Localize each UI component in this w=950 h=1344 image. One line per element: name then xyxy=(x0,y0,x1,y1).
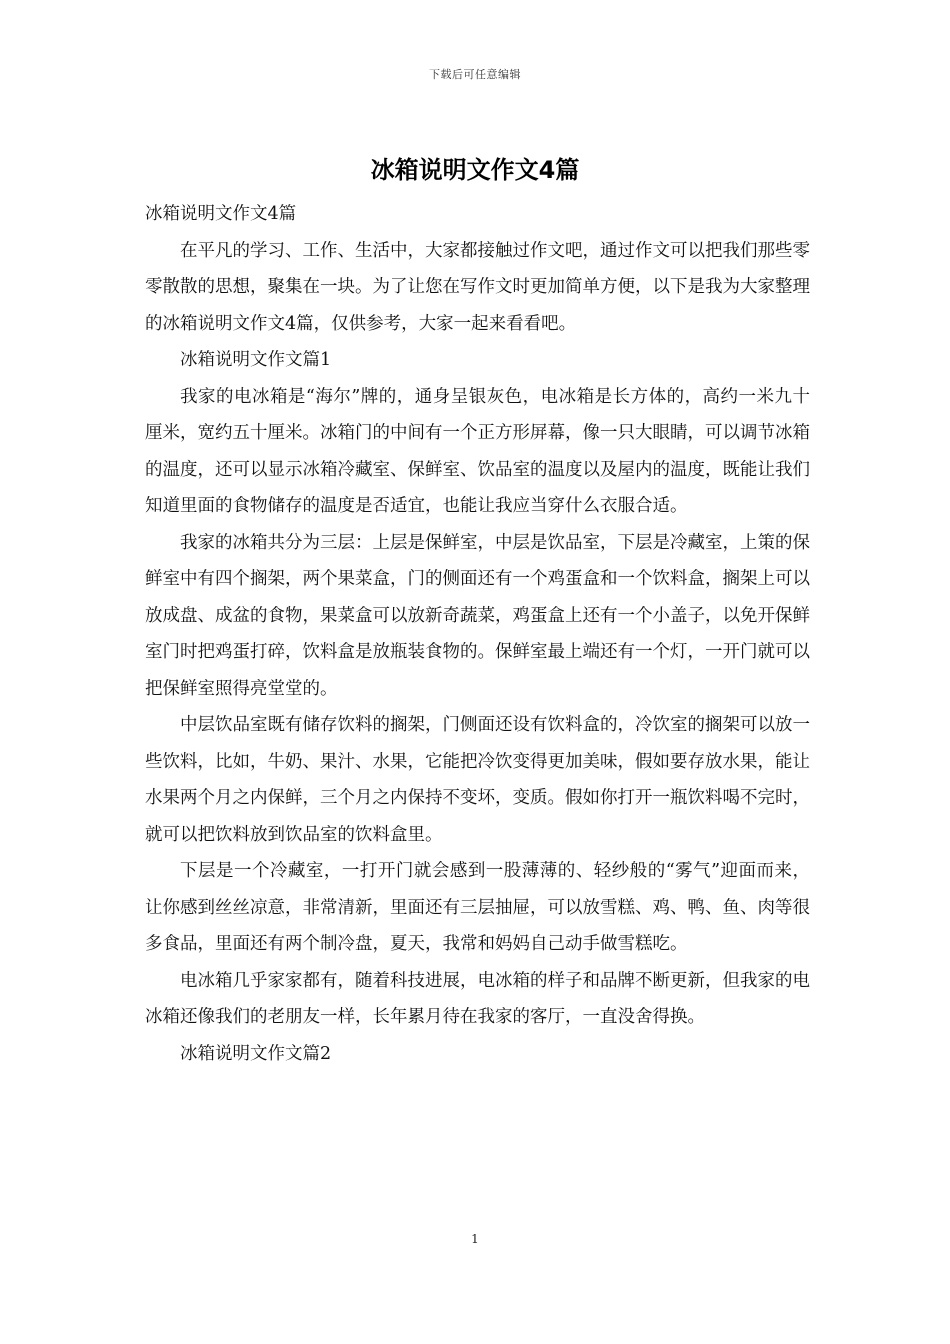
body-paragraph: 我家的电冰箱是“海尔”牌的，通身呈银灰色，电冰箱是长方体的，高约一米九十厘米，宽约五十厘米。冰箱门的中间有一个正方形屏幕，像一只大眼睛，可以调节冰箱的温度，还可以显示冰箱冷藏室、保鲜室、饮品室的温度以及屋内的温度，既能让我们知道里面的食物储存的温度是否适宜，也能让我应当穿什么衣服合适。 xyxy=(145,386,810,516)
section-heading-2: 冰箱说明文作文篇2 xyxy=(180,1043,332,1064)
page-header: 下载后可任意编辑 xyxy=(429,68,521,81)
section-heading-1: 冰箱说明文作文篇1 xyxy=(180,350,332,370)
body-paragraph: 电冰箱几乎家家都有，随着科技进展，电冰箱的样子和品牌不断更新，但我家的电冰箱还像我们的老朋友一样，长年累月待在我家的客厅，一直没舍得换。 xyxy=(145,970,810,1027)
document-title: 冰箱说明文作文4篇 xyxy=(370,156,580,184)
intro-paragraph: 在平凡的学习、工作、生活中，大家都接触过作文吧，通过作文可以把我们那些零零散散的思想，聚集在一块。为了让您在写作文时更加简单方便，以下是我为大家整理的冰箱说明文作文4篇，仅供参考，大家一起来看看吧。 xyxy=(145,240,810,334)
document-body xyxy=(145,196,810,1072)
body-paragraph: 中层饮品室既有储存饮料的搁架，门侧面还设有饮料盒的，冷饮室的搁架可以放一些饮料，比如，牛奶、果汁、水果，它能把冷饮变得更加美味，假如要存放水果，能让水果两个月之内保鲜，三个月之内保持不变坏，变质。假如你打开一瓶饮料喝不完时，就可以把饮料放到饮品室的饮料盒里。 xyxy=(145,715,810,845)
page-number: 1 xyxy=(471,1232,479,1246)
body-paragraph: 下层是一个冷藏室，一打开门就会感到一股薄薄的、轻纱般的“雾气”迎面而来，让你感到丝丝凉意，非常清新，里面还有三层抽屉，可以放雪糕、鸡、鸭、鱼、肉等很多食品，里面还有两个制冷盘，夏天，我常和妈妈自己动手做雪糕吃。 xyxy=(145,861,810,954)
subtitle-paragraph: 冰箱说明文作文4篇 xyxy=(145,204,297,224)
body-paragraph: 我家的冰箱共分为三层：上层是保鲜室，中层是饮品室，下层是冷藏室，上策的保鲜室中有四个搁架，两个果菜盒，门的侧面还有一个鸡蛋盒和一个饮料盒，搁架上可以放成盘、成盆的食物，果菜盒可以放新奇蔬菜，鸡蛋盒上还有一个小盖子，以免开保鲜室门时把鸡蛋打碎，饮料盒是放瓶装食物的。保鲜室最上端还有一个灯，一开门就可以把保鲜室照得亮堂堂的。 xyxy=(145,532,810,699)
